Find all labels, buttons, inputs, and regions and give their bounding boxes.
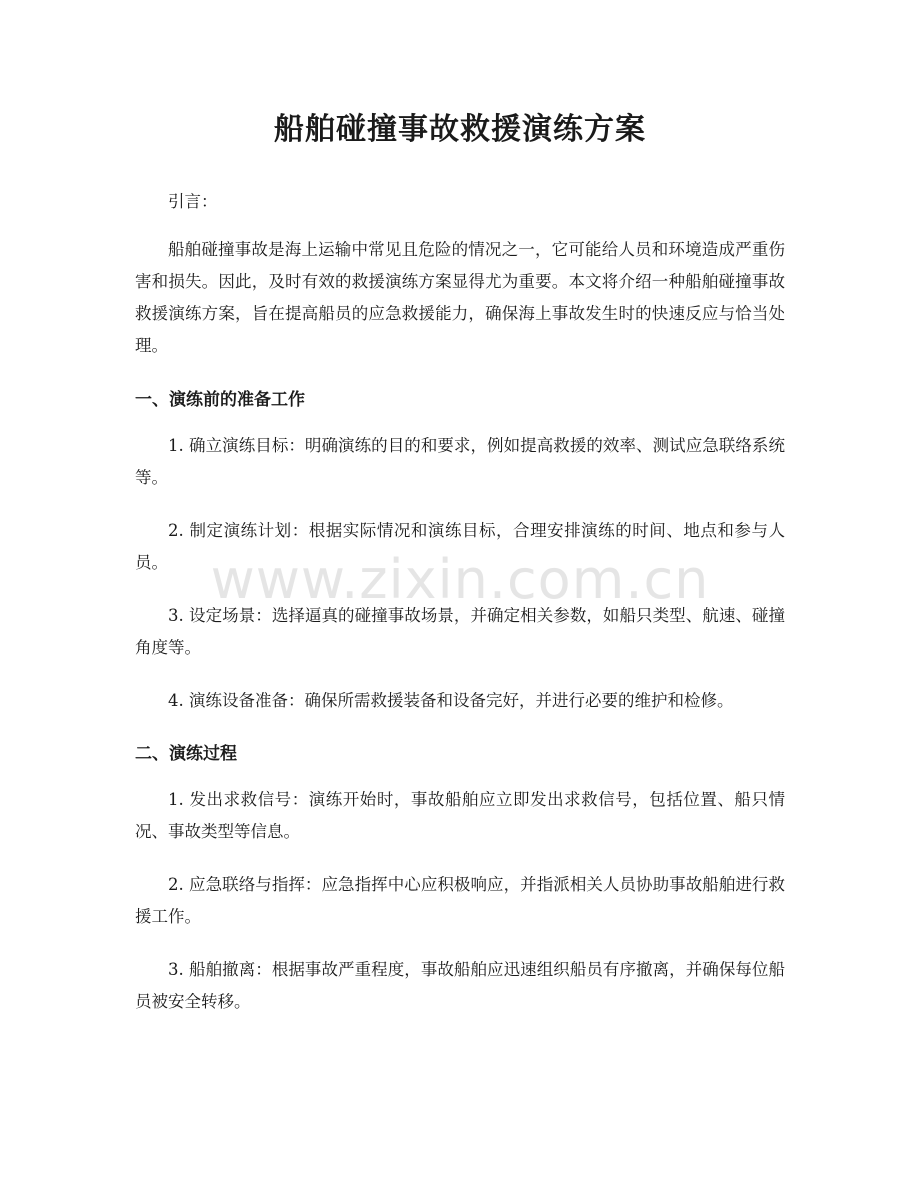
document-title: 船舶碰撞事故救援演练方案 — [274, 112, 646, 147]
section-heading: 一、演练前的准备工作 — [135, 390, 305, 410]
list-item: 3. 船舶撤离：根据事故严重程度，事故船舶应迅速组织船员有序撤离，并确保每位船员被安全转移。 — [135, 960, 785, 1011]
list-item: 1. 确立演练目标：明确演练的目的和要求，例如提高救援的效率、测试应急联络系统等。 — [135, 436, 785, 487]
section-process — [135, 738, 785, 1018]
list-item: 1. 发出求救信号：演练开始时，事故船舶应立即发出求救信号，包括位置、船只情况、事故类型等信息。 — [135, 790, 785, 841]
watermark: www.zixin.com.cn — [210, 548, 710, 611]
list-item: 3. 设定场景：选择逼真的碰撞事故场景，并确定相关参数，如船只类型、航速、碰撞角度等。 — [135, 606, 785, 657]
intro-label: 引言： — [168, 192, 218, 211]
section-heading: 二、演练过程 — [135, 744, 237, 764]
list-item: 2. 制定演练计划：根据实际情况和演练目标，合理安排演练的时间、地点和参与人员。 — [135, 521, 785, 572]
list-item: 2. 应急联络与指挥：应急指挥中心应积极响应，并指派相关人员协助事故船舶进行救援工作。 — [135, 875, 785, 926]
list-item: 4. 演练设备准备：确保所需救援装备和设备完好，并进行必要的维护和检修。 — [168, 691, 734, 710]
document-body — [135, 186, 785, 1039]
intro-paragraph: 船舶碰撞事故是海上运输中常见且危险的情况之一，它可能给人员和环境造成严重伤害和损失。因此，及时有效的救援演练方案显得尤为重要。本文将介绍一种船舶碰撞事故救援演练方案，旨在提高船员的应急救援能力，确保海上事故发生时的快速反应与恰当处理。 — [135, 240, 785, 355]
section-preparation — [135, 384, 785, 717]
